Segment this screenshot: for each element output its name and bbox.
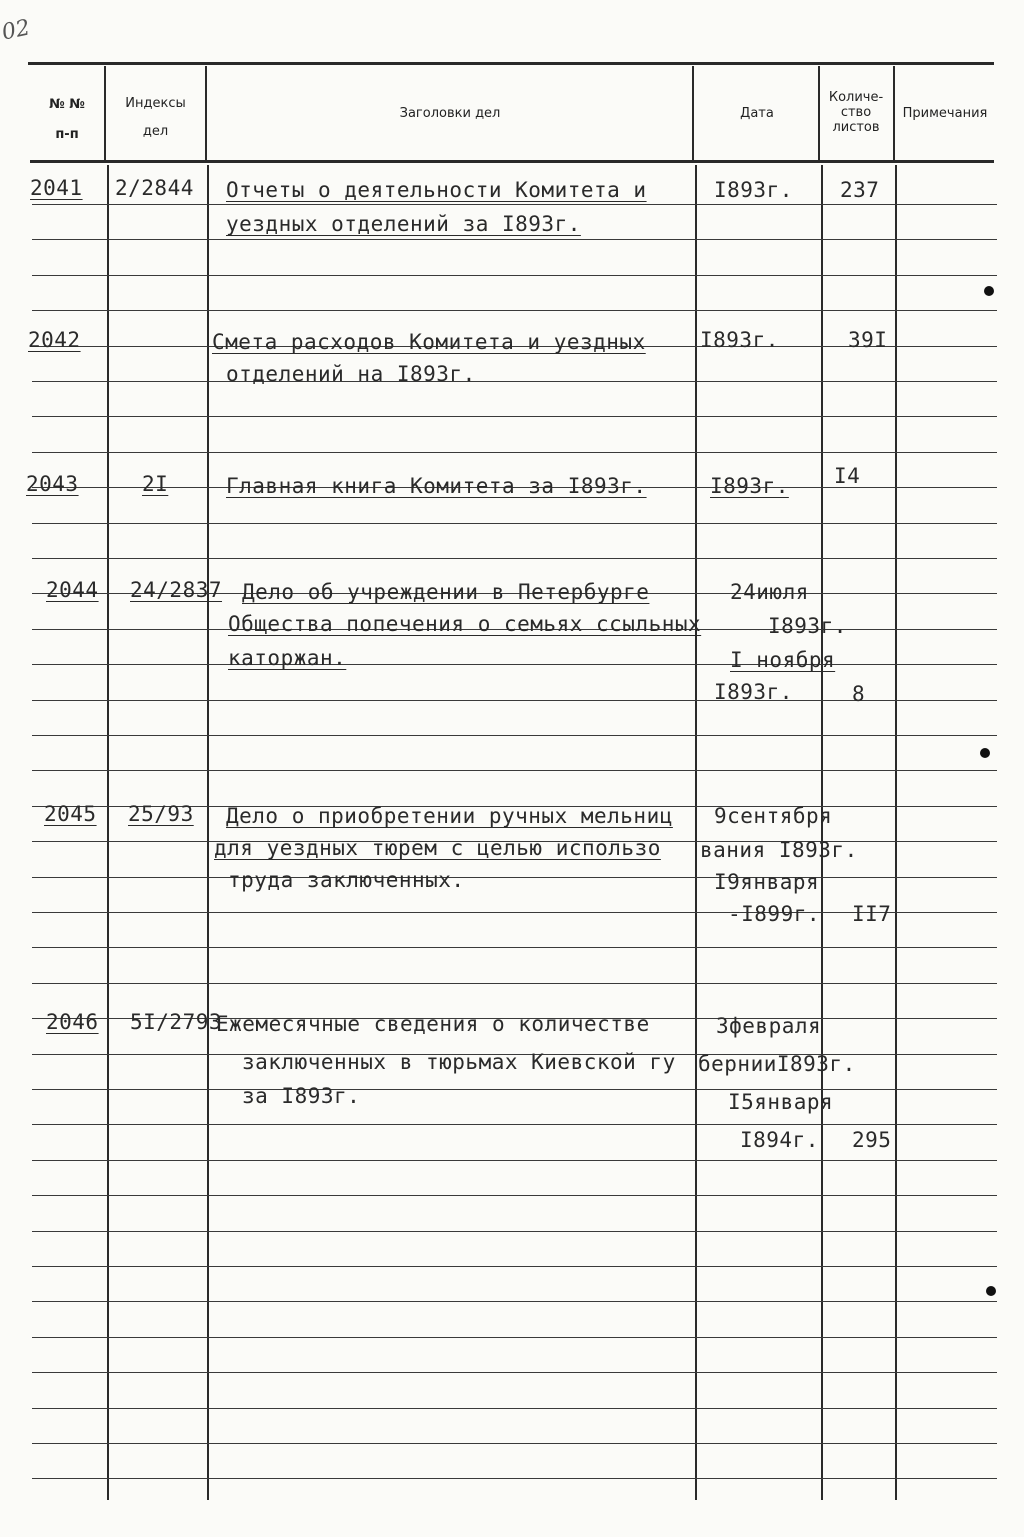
ruled-line <box>32 1478 997 1479</box>
column-divider <box>895 165 897 1500</box>
row-date-line: 9сентября <box>714 804 833 828</box>
row-date-line: бернииI893г. <box>698 1052 856 1076</box>
ruled-line <box>32 947 997 948</box>
ruled-line <box>32 381 997 382</box>
header-num: № № п-п <box>49 97 85 142</box>
ruled-line <box>32 1443 997 1444</box>
ruled-line <box>32 416 997 417</box>
ruled-line <box>32 558 997 559</box>
row-num: 2042 <box>28 328 81 352</box>
column-divider <box>695 165 697 1500</box>
row-date-line: I893г. <box>710 474 789 498</box>
header-bottom-rule <box>30 160 994 163</box>
header-notes: Примечания <box>902 106 988 121</box>
row-date-line: I5января <box>728 1090 834 1114</box>
row-date-line: I9января <box>714 870 820 894</box>
ruled-line <box>32 1301 997 1302</box>
row-title-line: Ежемесячные сведения о количестве <box>216 1012 650 1036</box>
column-divider <box>207 165 209 1500</box>
ruled-line <box>32 1160 997 1161</box>
ruled-line <box>32 1195 997 1196</box>
row-title-line: Смета расходов Комитета и уездных <box>212 330 646 354</box>
punch-hole-mark <box>980 748 990 758</box>
row-date-line: I ноября <box>730 648 836 672</box>
row-num: 2044 <box>46 578 99 602</box>
header-index: Индексы дел <box>125 96 186 139</box>
column-divider <box>821 165 823 1500</box>
row-title-line: Дело о приобретении ручных мельниц <box>226 804 673 828</box>
row-title-line: Главная книга Комитета за I893г. <box>226 474 647 498</box>
row-title-line: для уездных тюрем с целью использо <box>214 836 661 860</box>
row-date-line: I893г. <box>714 680 793 704</box>
row-title-line: Отчеты о деятельности Комитета и <box>226 178 647 202</box>
punch-hole-mark <box>984 286 994 296</box>
row-count: II7 <box>852 902 892 926</box>
row-index: 2I <box>142 472 169 496</box>
ruled-line <box>32 1372 997 1373</box>
row-date-line: I893г. <box>714 178 793 202</box>
row-index: 24/2837 <box>130 578 223 602</box>
row-title-line: труда заключенных. <box>228 868 465 892</box>
ruled-line <box>32 452 997 453</box>
row-num: 2041 <box>30 176 83 200</box>
row-count: I4 <box>834 464 861 488</box>
column-divider <box>205 66 207 162</box>
row-title-line: заключенных в тюрьмах Киевской гу <box>242 1050 676 1074</box>
row-count: 8 <box>852 682 866 706</box>
ruled-line <box>32 310 997 311</box>
row-title-line: за I893г. <box>242 1084 361 1108</box>
row-date-line: I894г. <box>740 1128 819 1152</box>
ruled-line <box>32 983 997 984</box>
corner-mark: 02 <box>0 15 33 46</box>
row-title-line: отделений на I893г. <box>226 362 476 386</box>
row-index: 25/93 <box>128 802 194 826</box>
ruled-line <box>32 664 997 665</box>
row-date-line: -I899г. <box>728 902 821 926</box>
row-title-line: Общества попечения о семьях ссыльных <box>228 612 702 636</box>
ruled-line <box>32 1337 997 1338</box>
row-title-line: уездных отделений за I893г. <box>226 212 581 236</box>
ruled-line <box>32 1089 997 1090</box>
header-top-rule <box>28 62 994 65</box>
row-index: 5I/2793 <box>130 1010 223 1034</box>
header-count: Количе- ство листов <box>828 90 884 135</box>
ruled-line <box>32 1408 997 1409</box>
row-date-line: Зфевраля <box>716 1014 822 1038</box>
ruled-line <box>32 523 997 524</box>
row-index: 2/2844 <box>115 176 194 200</box>
ruled-line <box>32 735 997 736</box>
column-divider <box>692 66 694 162</box>
ruled-line <box>32 204 997 205</box>
header-date: Дата <box>740 106 774 121</box>
row-title-line: Дело об учреждении в Петербурге <box>242 580 650 604</box>
row-num: 2045 <box>44 802 97 826</box>
row-date-line: 24июля <box>730 580 809 604</box>
ruled-line <box>32 1124 997 1125</box>
column-divider <box>107 165 109 1500</box>
header-title: Заголовки дел <box>399 106 501 121</box>
ruled-line <box>32 1266 997 1267</box>
column-divider <box>104 66 106 162</box>
ruled-line <box>32 1231 997 1232</box>
ruled-line <box>32 770 997 771</box>
ruled-line <box>32 275 997 276</box>
ruled-line <box>32 239 997 240</box>
row-count: 237 <box>840 178 880 202</box>
row-date-line: вания I893г. <box>700 838 858 862</box>
row-title-line: каторжан. <box>228 646 347 670</box>
row-num: 2046 <box>46 1010 99 1034</box>
row-count: 295 <box>852 1128 892 1152</box>
row-num: 2043 <box>26 472 79 496</box>
ruled-line <box>32 877 997 878</box>
punch-hole-mark <box>986 1286 996 1296</box>
row-count: 39I <box>848 328 888 352</box>
row-date-line: I893г. <box>700 328 779 352</box>
row-date-line: I893г. <box>768 614 847 638</box>
